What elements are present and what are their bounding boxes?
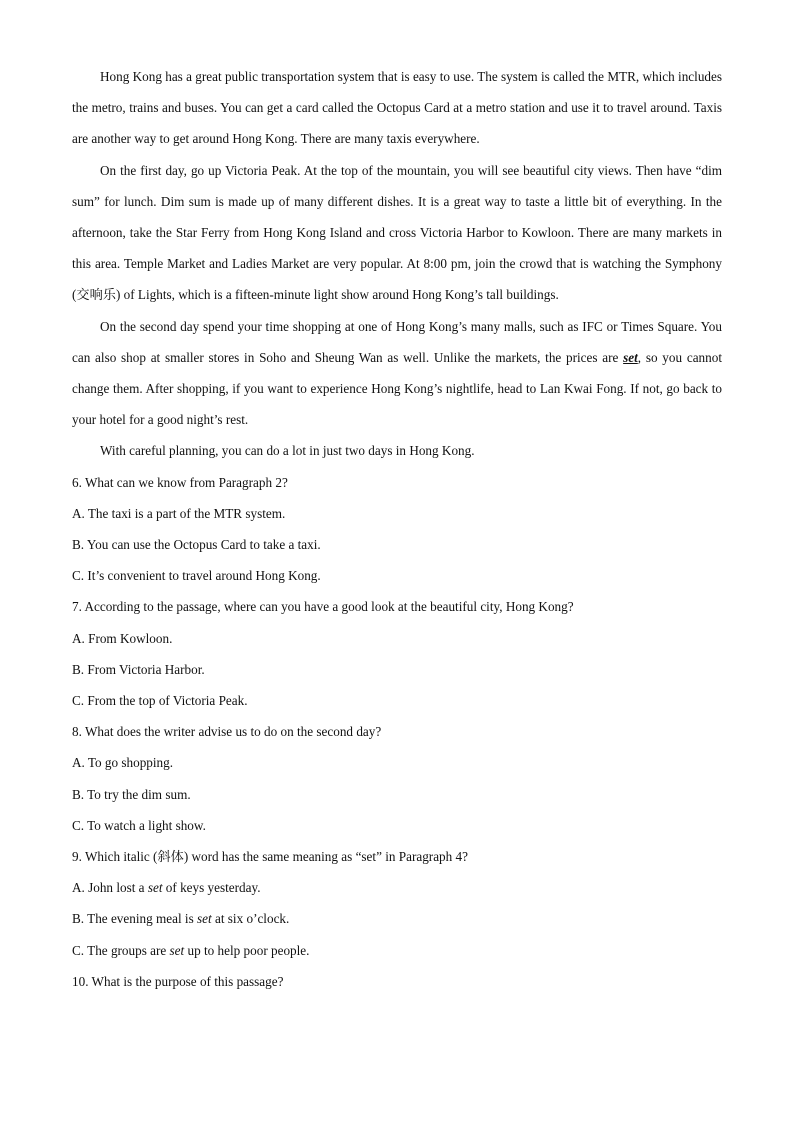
question-7-option-c: C. From the top of Victoria Peak. [72,693,248,709]
option-text: at six o’clock. [211,911,290,927]
option-text: A. John lost a [72,880,148,896]
italic-word-set: set [169,942,185,958]
question-6-stem: 6. What can we know from Paragraph 2? [72,474,288,490]
paragraph-4 [72,311,722,436]
question-9-option-c [72,935,722,966]
paragraph-4-text-after: , so you cannot change them. After shopping, if you want to experience Hong Kong’s nightlife, head to Lan Kwai Fong. If not, go back to your hotel for a good night’s rest. [72,349,722,428]
paragraph-5: With careful planning, you can do a lot in just two days in Hong Kong. [100,443,475,459]
question-9-option-a [72,872,722,903]
option-text: C. The groups are [72,942,170,958]
option-text: of keys yesterday. [162,880,261,896]
paragraph-2: Hong Kong has a great public transportation system that is easy to use. The system is called the MTR, which includes the metro, trains and buses. You can get a card called the Octopus Card at a metro station and use it to travel around. Taxis are another way to get around Hong Kong. There are many taxis everywhere. [72,69,722,147]
option-text: B. The evening meal is [72,911,198,927]
question-7-option-a: A. From Kowloon. [72,630,173,646]
italic-word-set: set [197,911,212,927]
question-6-option-b: B. You can use the Octopus Card to take a taxi. [72,537,321,553]
question-6-option-a: A. The taxi is a part of the MTR system. [72,505,286,521]
question-9-stem: 9. Which italic (斜体) word has the same meaning as “set” in Paragraph 4? [72,849,468,865]
question-8-option-c: C. To watch a light show. [72,817,206,833]
paragraph-3: On the first day, go up Victoria Peak. At the top of the mountain, you will see beautiful city views. Then have “dim sum” for lunch. Dim sum is made up of many different dishes. It is a great way to taste a little bit of everything. In the afternoon, take the Star Ferry from Hong Kong Island and cross Victoria Harbor to Kowloon. There are many markets in this area. Temple Market and Ladies Market are very popular. At 8:00 pm, join the crowd that is watching the Symphony (交响乐) of Lights, which is a fifteen-minute light show around Hong Kong’s tall buildings. [72,162,722,303]
question-8-stem: 8. What does the writer advise us to do on the second day? [72,724,382,740]
highlighted-word-set: set [623,349,638,365]
question-8-option-a: A. To go shopping. [72,755,174,771]
question-6-option-c: C. It’s convenient to travel around Hong Kong. [72,568,321,584]
document-page [72,61,722,997]
question-9-option-b [72,903,722,934]
question-7-stem: 7. According to the passage, where can you have a good look at the beautiful city, Hong Kong? [72,599,574,615]
italic-word-set: set [147,880,163,896]
question-10-stem: 10. What is the purpose of this passage? [72,973,284,989]
option-text: up to help poor people. [184,942,310,958]
question-8-option-b: B. To try the dim sum. [72,786,191,802]
paragraph-4-text-before: On the second day spend your time shopping at one of Hong Kong’s many malls, such as IFC or Times Square. You can also shop at smaller stores in Soho and Sheung Wan as well. Unlike the markets, the prices are [72,318,722,365]
question-7-option-b: B. From Victoria Harbor. [72,661,205,677]
